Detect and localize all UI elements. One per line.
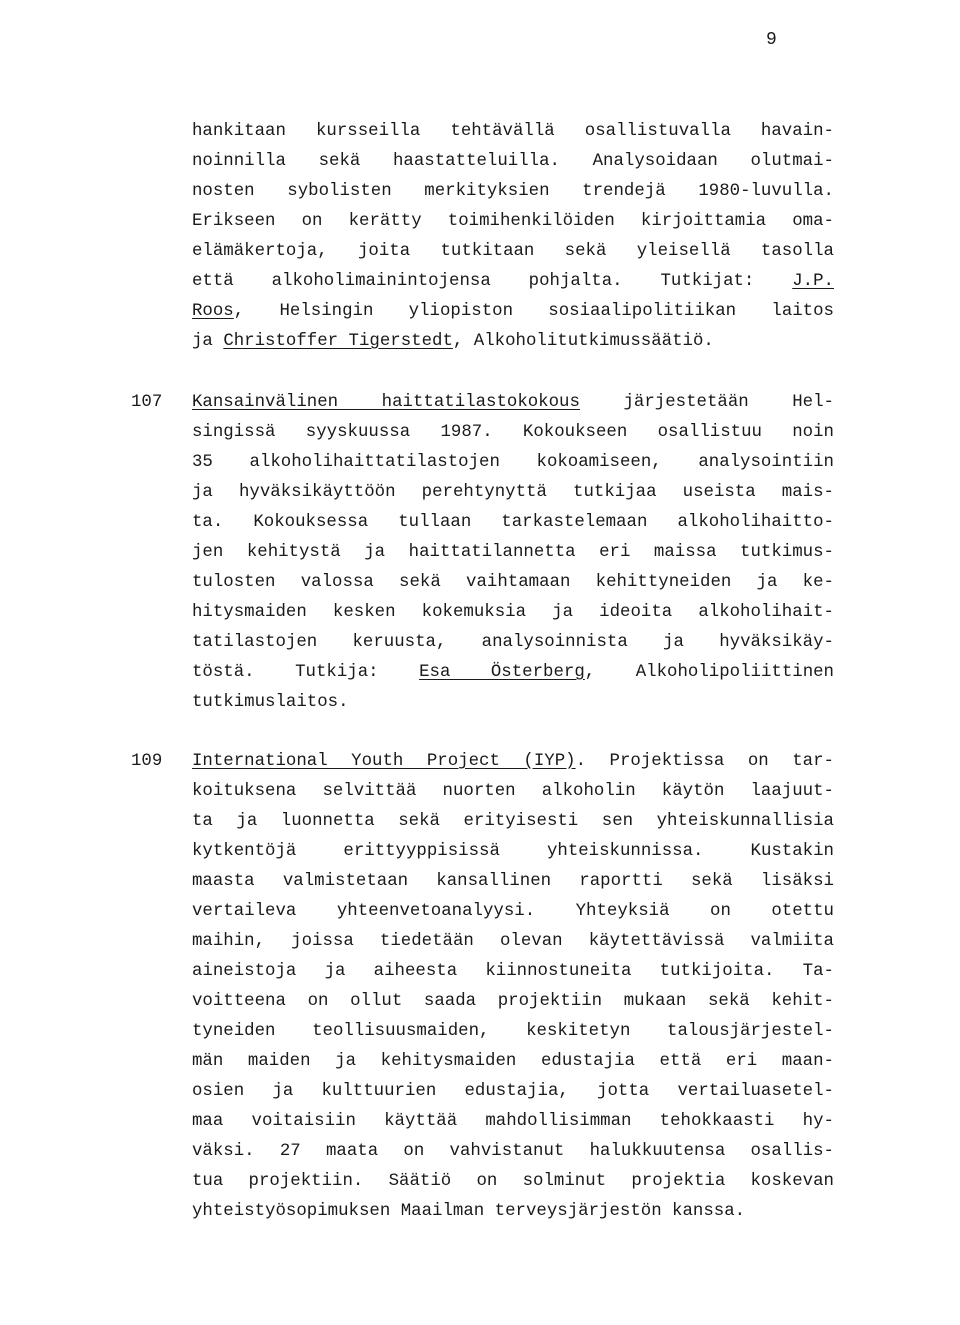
text-line: hitysmaiden kesken kokemuksia ja ideoita alkoholihait- — [192, 603, 834, 622]
text-line: hankitaan kursseilla tehtävällä osallistuvalla havain- — [192, 122, 834, 141]
text-line: Erikseen on kerätty toimihenkilöiden kirjoittamia oma- — [192, 212, 834, 231]
text-line: koituksena selvittää nuorten alkoholin käytön laajuut- — [192, 782, 834, 801]
text-line: tyneiden teollisuusmaiden, keskitetyn talousjärjestel- — [192, 1022, 834, 1041]
researcher-name: J.P. — [792, 272, 834, 291]
text-segment: töstä. Tutkija: — [192, 663, 420, 682]
section-number: 109 — [131, 752, 163, 771]
section-title-line — [192, 388, 834, 418]
text-line — [192, 327, 834, 357]
text-line: 35 alkoholihaittatilastojen kokoamiseen, analysointiin — [192, 453, 834, 472]
text-line: män maiden ja kehitysmaiden edustajia että eri maan- — [192, 1052, 834, 1071]
text-line: ta. Kokouksessa tullaan tarkastelemaan alkoholihaitto- — [192, 513, 834, 532]
text-line: jen kehitystä ja haittatilannetta eri maissa tutkimus- — [192, 543, 834, 562]
section-title: Kansainvälinen haittatilastokokous — [192, 393, 580, 412]
text-line: maasta valmistetaan kansallinen raportti sekä lisäksi — [192, 872, 834, 891]
text-segment: , Alkoholitutkimussäätiö. — [452, 332, 714, 351]
text-line: nosten sybolisten merkityksien trendejä 1980-luvulla. — [192, 182, 834, 201]
text-line: elämäkertoja, joita tutkitaan sekä yleisellä tasolla — [192, 242, 834, 261]
section-title: International Youth Project (IYP) — [192, 752, 576, 771]
text-segment: että alkoholimainintojensa pohjalta. Tutkijat: — [192, 272, 793, 291]
text-line — [192, 297, 834, 327]
section-title-line — [192, 747, 834, 777]
text-line: noinnilla sekä haastatteluilla. Analysoidaan olutmai- — [192, 152, 834, 171]
text-line: ja hyväksikäyttöön perehtynyttä tutkijaa useista mais- — [192, 483, 834, 502]
text-segment: . Projektissa on tar- — [575, 752, 834, 771]
researcher-name: Roos — [192, 302, 234, 321]
text-line: väksi. 27 maata on vahvistanut halukkuutensa osallis- — [192, 1142, 834, 1161]
text-segment: , Helsingin yliopiston sosiaalipolitiikan laitos — [233, 302, 834, 321]
page-number: 9 — [766, 30, 777, 50]
text-line: tatilastojen keruusta, analysoinnista ja hyväksikäy- — [192, 633, 834, 652]
text-line: aineistoja ja aiheesta kiinnostuneita tutkijoita. Ta- — [192, 962, 834, 981]
text-segment: , Alkoholipoliittinen — [584, 663, 834, 682]
text-line: tua projektiin. Säätiö on solminut projektia koskevan — [192, 1172, 834, 1191]
text-line: maa voitaisiin käyttää mahdollisimman tehokkaasti hy- — [192, 1112, 834, 1131]
text-line: tutkimuslaitos. — [192, 693, 349, 712]
section-number: 107 — [131, 393, 163, 412]
text-line — [192, 658, 834, 688]
text-segment: ja — [192, 332, 224, 351]
text-line: singissä syyskuussa 1987. Kokoukseen osallistuu noin — [192, 423, 834, 442]
researcher-name: Christoffer Tigerstedt — [223, 332, 453, 351]
text-line: osien ja kulttuurien edustajia, jotta vertailuasetel- — [192, 1082, 834, 1101]
text-segment: järjestetään Hel- — [579, 393, 834, 412]
text-line — [192, 267, 834, 297]
text-line: kytkentöjä erittyyppisissä yhteiskunnissa. Kustakin — [192, 842, 834, 861]
researcher-name: Esa Österberg — [419, 663, 585, 682]
text-line: voitteena on ollut saada projektiin mukaan sekä kehit- — [192, 992, 834, 1011]
text-line: vertaileva yhteenvetoanalyysi. Yhteyksiä on otettu — [192, 902, 834, 921]
text-line: yhteistyösopimuksen Maailman terveysjärjestön kanssa. — [192, 1202, 746, 1221]
text-line: maihin, joissa tiedetään olevan käytettävissä valmiita — [192, 932, 834, 951]
text-line: ta ja luonnetta sekä erityisesti sen yhteiskunnallisia — [192, 812, 834, 831]
text-line: tulosten valossa sekä vaihtamaan kehittyneiden ja ke- — [192, 573, 834, 592]
